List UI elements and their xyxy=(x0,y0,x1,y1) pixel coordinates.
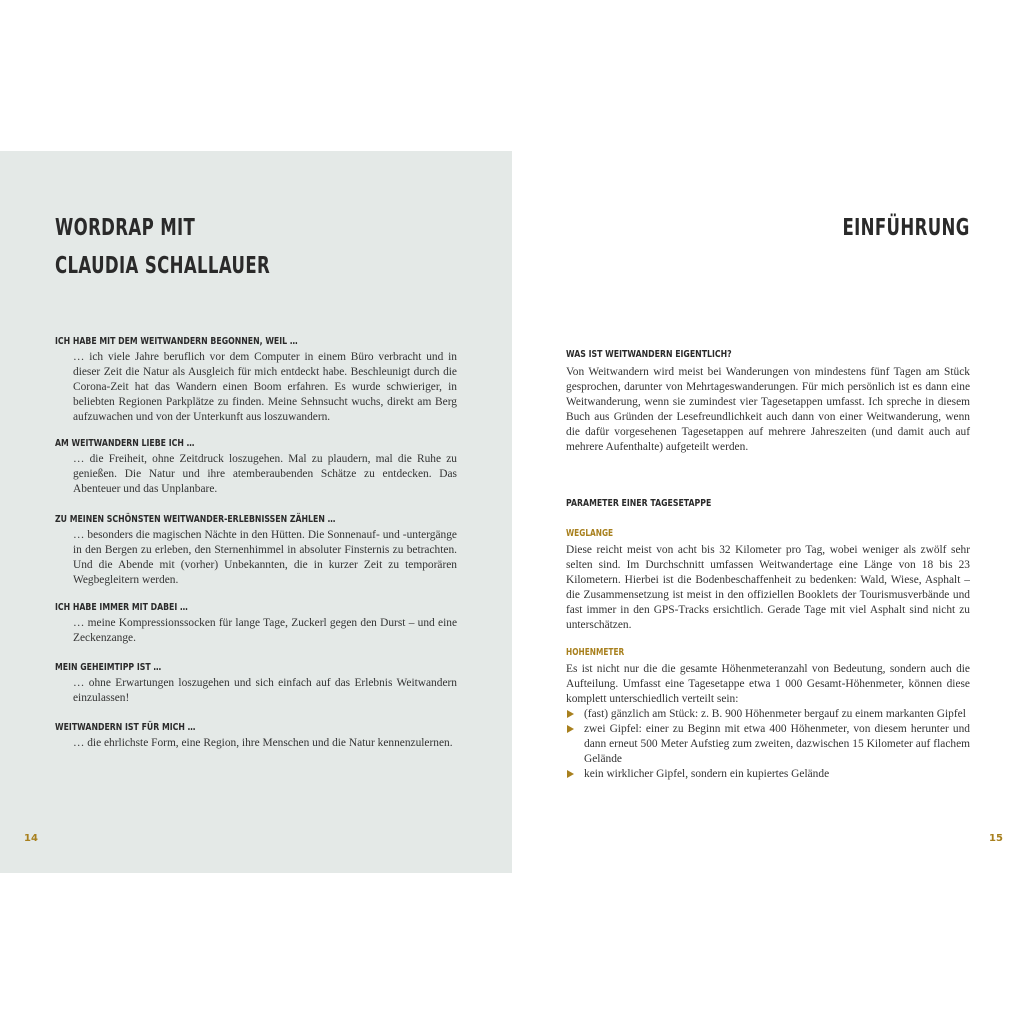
section-what-is xyxy=(566,348,970,455)
qa-block xyxy=(55,661,457,706)
page-number-right: 15 xyxy=(989,833,1003,844)
subsection-paragraph: Diese reicht meist von acht bis 32 Kilometer pro Tag, wobei weniger als zwölf sehr selten sind. Im Durchschnitt umfassen Weitwandertage eine Länge von 18 bis 23 Kilometern. Hierbei ist die Bodenbeschaffenheit zu bedenken: Wald, Wiese, Asphalt – die Zusammensetzung ist meist in den offiziellen Booklets der Tourismusverbände und fast immer in den GPS-Tracks ersichtlich. Gerade Tage mit viel Asphalt sind nicht zu unterschätzen. xyxy=(566,544,970,631)
list-item: kein wirklicher Gipfel, sondern ein kupiertes Gelände xyxy=(566,767,970,782)
question: ICH HABE MIT DEM WEITWANDERN BEGONNEN, WEIL … xyxy=(55,336,298,347)
answer: … meine Kompressionssocken für lange Tage, Zuckerl gegen den Durst – und eine Zeckenzange. xyxy=(73,617,457,644)
answer: … besonders die magischen Nächte in den Hütten. Die Sonnenauf- und -untergänge in den Bergen zu erleben, den Sternenhimmel in absoluter Finsternis zu betrachten. Und die Abende mit (vorher) Unbekannten, die in kurzer Zeit zu temporären Wegbegleitern werden. xyxy=(73,529,457,586)
page-number-left: 14 xyxy=(24,833,38,844)
triangle-bullet-icon xyxy=(567,710,574,718)
answer: … ohne Erwartungen loszugehen und sich einfach auf das Erlebnis Weitwandern einzulassen! xyxy=(73,677,457,704)
bullet-list xyxy=(566,707,970,782)
question: ICH HABE IMMER MIT DABEI … xyxy=(55,602,188,613)
subsection-heading: HÖHENMETER xyxy=(566,647,625,658)
left-page xyxy=(0,151,512,873)
qa-block xyxy=(55,335,457,425)
triangle-bullet-icon xyxy=(567,725,574,733)
list-item: (fast) gänzlich am Stück: z. B. 900 Höhenmeter bergauf zu einem markanten Gipfel xyxy=(566,707,970,722)
list-item: zwei Gipfel: einer zu Beginn mit etwa 400 Höhenmeter, von diesem herunter und dann erneut 500 Meter Aufstieg zum zweiten, dazwischen 15 Kilometer auf flachem Gelände xyxy=(566,722,970,767)
triangle-bullet-icon xyxy=(567,770,574,778)
qa-block xyxy=(55,601,457,646)
page-title-right: EINFÜHRUNG xyxy=(842,215,970,241)
title-line-2: CLAUDIA SCHALLAUER xyxy=(55,253,271,279)
subsection-weglaenge xyxy=(566,528,970,633)
answer: … die ehrlichste Form, eine Region, ihre Menschen und die Natur kennenzulernen. xyxy=(73,737,453,749)
subsection-hoehenmeter xyxy=(566,647,970,782)
question: ZU MEINEN SCHÖNSTEN WEITWANDER-ERLEBNISSEN ZÄHLEN … xyxy=(55,514,336,525)
question: WEITWANDERN IST FÜR MICH … xyxy=(55,722,196,733)
answer: … die Freiheit, ohne Zeitdruck loszugehen. Mal zu plaudern, mal die Ruhe zu genießen. Die Natur und ihre atemberaubenden Schätze zu entdecken. Das Abenteuer und das Unplanbare. xyxy=(73,453,457,495)
book-spread xyxy=(0,151,1024,873)
page-title-left xyxy=(55,209,270,285)
qa-block xyxy=(55,513,457,588)
section-heading: PARAMETER EINER TAGESETAPPE xyxy=(566,498,712,509)
question: AM WEITWANDERN LIEBE ICH … xyxy=(55,438,195,449)
qa-block xyxy=(55,721,457,751)
subsection-heading: WEGLÄNGE xyxy=(566,528,614,539)
section-heading: WAS IST WEITWANDERN EIGENTLICH? xyxy=(566,349,732,360)
qa-block xyxy=(55,437,457,497)
section-parameters xyxy=(566,497,970,514)
section-paragraph: Von Weitwandern wird meist bei Wanderungen von mindestens fünf Tagen am Stück gesprochen, darunter von Mehrtageswanderungen. Für mich persönlich ist es dann eine Weitwanderung, wenn sie zumindest vier Tagesetappen umfasst. Ich spreche in diesem Buch aus Gründen der Lesefreundlichkeit auch dann von einer Weitwanderung, wenn die dafür vorgesehenen Tagesetappen auf mehrere Jahreszeiten (und damit auch auf mehrere Aufenthalte) aufgeteilt werden. xyxy=(566,366,970,453)
answer: … ich viele Jahre beruflich vor dem Computer in einem Büro verbracht und in dieser Zeit die Natur als Ausgleich für mich entdeckt habe. Beschleunigt durch die Corona-Zeit hat das Wandern einen Boom erfahren. Es wurde schwieriger, in beliebten Regionen Parkplätze zu finden. Meine Sehnsucht wuchs, direkt am Berg aufzuwachen und von der Unterkunft aus loszuwandern. xyxy=(73,351,457,423)
question: MEIN GEHEIMTIPP IST … xyxy=(55,662,162,673)
title-line-1: WORDRAP MIT xyxy=(55,215,196,241)
subsection-paragraph: Es ist nicht nur die die gesamte Höhenmeteranzahl von Bedeutung, sondern auch die Aufteilung. Umfasst eine Tagesetappe etwa 1 000 Gesamt-Höhenmeter, können diese komplett unterschiedlich verteilt sein: xyxy=(566,663,970,705)
